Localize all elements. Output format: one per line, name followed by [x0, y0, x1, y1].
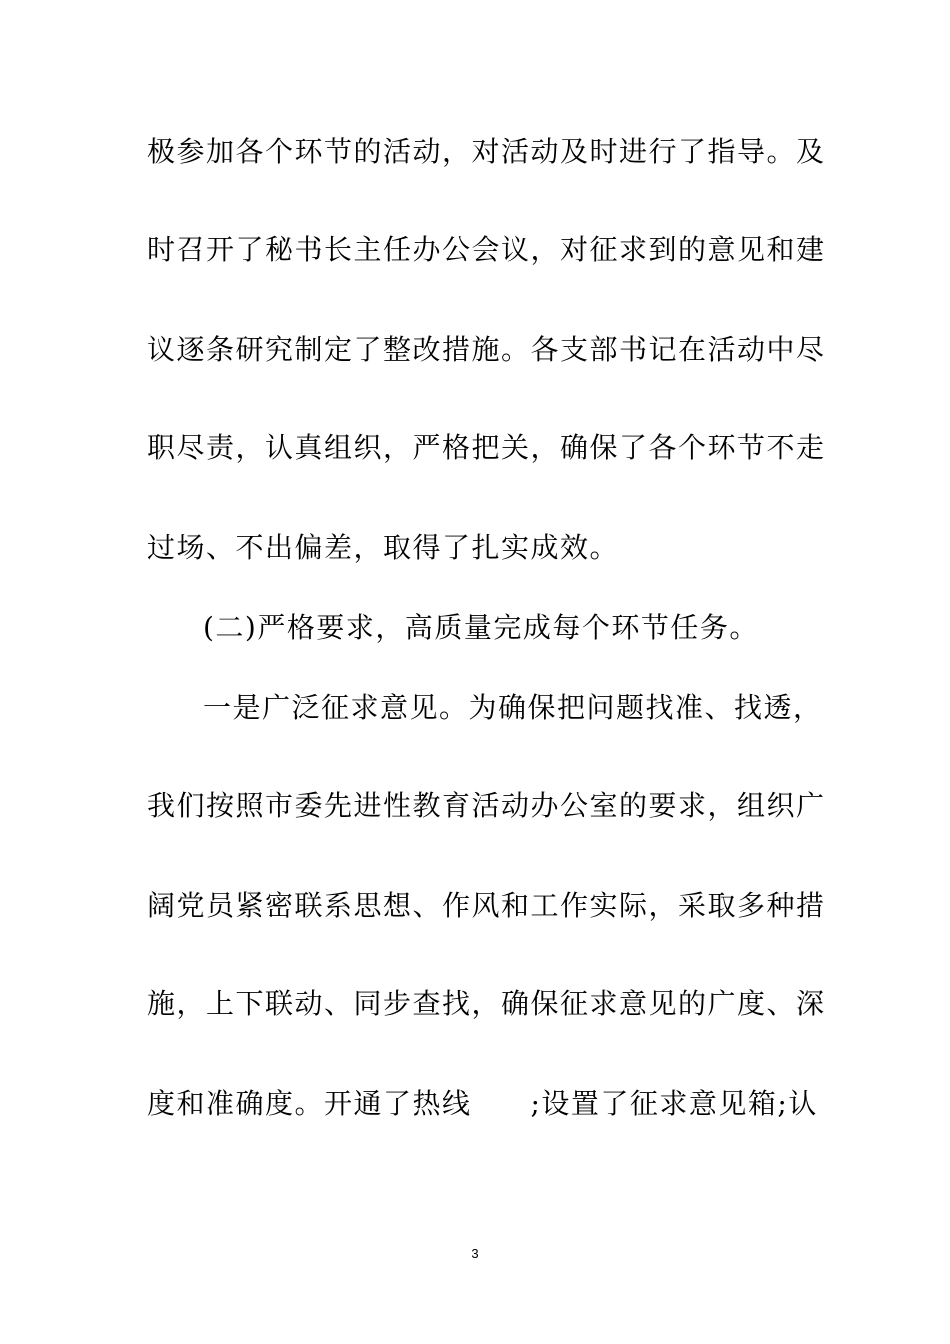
body-text-line: 阔党员紧密联系思想、作风和工作实际，采取多种措: [147, 889, 826, 922]
page-number: 3: [471, 1246, 479, 1261]
body-text-line: 议逐条研究制定了整改措施。各支部书记在活动中尽: [147, 333, 826, 366]
body-text-line: 度和准确度。开通了热线 ;设置了征求意见箱;认: [147, 1087, 818, 1120]
body-text-line: 极参加各个环节的活动，对活动及时进行了指导。及: [147, 135, 826, 168]
body-text-line: 过场、不出偏差，取得了扎实成效。: [147, 531, 620, 564]
body-text-line: 职尽责，认真组织，严格把关，确保了各个环节不走: [147, 431, 826, 464]
section-heading: (二)严格要求，高质量完成每个环节任务。: [203, 611, 759, 644]
body-text-line: 施，上下联动、同步查找，确保征求意见的广度、深: [147, 987, 826, 1020]
paragraph-first-line: 一是广泛征求意见。为确保把问题找准、找透，: [203, 691, 823, 724]
body-text-line: 时召开了秘书长主任办公会议，对征求到的意见和建: [147, 233, 826, 266]
body-text-line: 我们按照市委先进性教育活动办公室的要求，组织广: [147, 789, 826, 822]
